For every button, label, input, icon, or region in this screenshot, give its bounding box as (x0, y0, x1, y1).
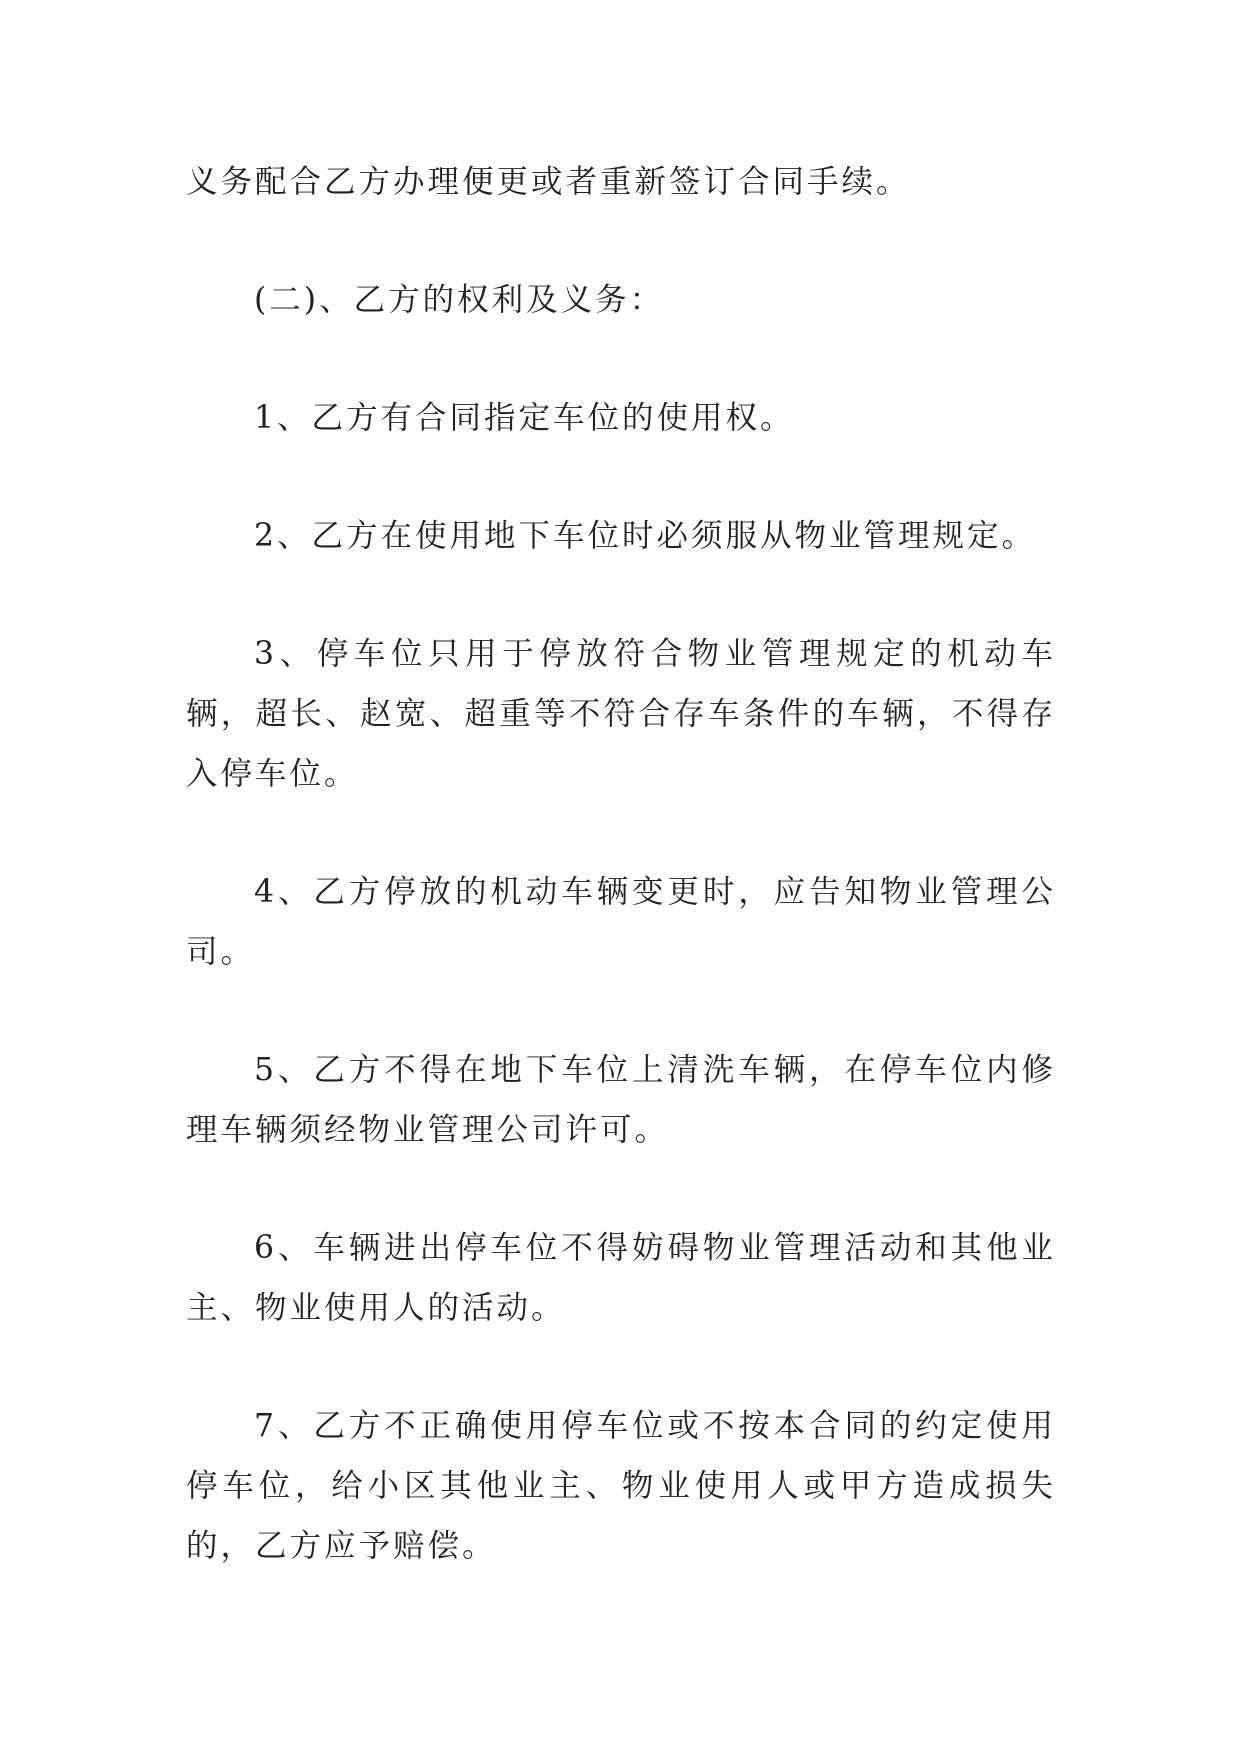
clause-7: 7、乙方不正确使用停车位或不按本合同的约定使用停车位，给小区其他业主、物业使用人或甲方造成损失的，乙方应予赔偿。 (186, 1408, 1056, 1564)
clause-2: 2、乙方在使用地下车位时必须服从物业管理规定。 (254, 518, 1037, 554)
clause-1: 1、乙方有合同指定车位的使用权。 (254, 400, 795, 436)
section-heading-party-b-rights: (二)、乙方的权利及义务： (254, 282, 665, 318)
clause-5: 5、乙方不得在地下车位上清洗车辆，在停车位内修理车辆须经物业管理公司许可。 (186, 1052, 1056, 1148)
clause-3: 3、停车位只用于停放符合物业管理规定的机动车辆，超长、赵宽、超重等不符合存车条件的车辆，不得存入停车位。 (186, 636, 1056, 792)
document-body (186, 152, 1056, 1576)
clause-6: 6、车辆进出停车位不得妨碍物业管理活动和其他业主、物业使用人的活动。 (186, 1230, 1056, 1326)
paragraph-continuation: 义务配合乙方办理便更或者重新签订合同手续。 (186, 164, 911, 200)
clause-4: 4、乙方停放的机动车辆变更时，应告知物业管理公司。 (186, 874, 1056, 970)
